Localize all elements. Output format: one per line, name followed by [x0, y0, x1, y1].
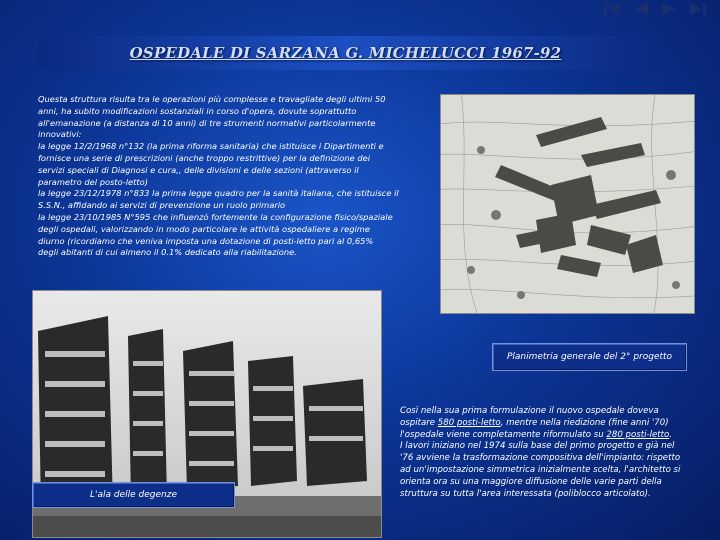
first-slide-button[interactable]	[600, 1, 624, 17]
body-line: degli abitanti di cui almeno il 0.1% dedicato alla riabilitazione.	[38, 247, 297, 258]
side-text-span: Così nella sua prima formulazione il nuovo ospedale doveva	[400, 406, 659, 416]
body-line: parametro del posto-letto)	[38, 176, 148, 187]
side-line	[400, 406, 712, 418]
title-bar	[38, 36, 653, 70]
site-plan-image	[440, 94, 695, 314]
slide-navigation	[590, 0, 720, 18]
body-line: fornisce una serie di prescrizioni (anche troppo restrittive) per la definizione dei	[38, 152, 371, 163]
side-text-span: l'ospedale viene completamente riformulato su	[400, 429, 607, 440]
beds-second-project: 280 posti-letto	[606, 429, 670, 440]
last-slide-button[interactable]	[686, 1, 710, 17]
ward-wing-caption: L'ala delle degenze	[32, 482, 235, 508]
beds-first-project: 580 posti-letto	[437, 417, 501, 428]
body-line: servizi speciali di Diagnosi e cura,, delle divisioni e delle sezioni (attraverso il	[38, 164, 359, 175]
body-line: anni, ha subito modificazioni sostanziali in corso d'opera, dovute soprattutto	[38, 105, 357, 116]
side-text-span: ospitare	[400, 417, 438, 428]
previous-slide-button[interactable]	[629, 1, 653, 17]
side-line: orienta ora su una maggiore diffusione delle varie parti della	[400, 476, 662, 487]
skip-back-icon	[602, 2, 622, 16]
side-line: '76 avviene la trasformazione compositiva dell'impianto: rispetto	[400, 453, 681, 464]
side-line: ad un'impostazione simmetrica inizialmente scelta, l'architetto si	[400, 464, 681, 475]
side-text-span: , mentre nella riedizione (fine anni '70)	[500, 417, 669, 428]
body-line: S.S.N., affidando ai servizi di prevenzione un ruolo primario	[38, 200, 286, 211]
triangle-right-icon	[659, 2, 679, 16]
skip-forward-icon	[688, 2, 708, 16]
body-line: la legge 12/2/1968 n°132 (la prima riforma sanitaria) che istituisce i Dipartimenti e	[38, 141, 384, 152]
body-line: innovativi:	[38, 129, 82, 140]
body-line: diurno (ricordiamo che veniva imposta una dotazione di posti-letto pari al 0,65%	[38, 235, 374, 246]
body-line: la legge 23/12/1978 n°833 la prima legge quadro per la sanità italiana, che istituisce il	[38, 188, 399, 199]
slide-title: OSPEDALE DI SARZANA G. MICHELUCCI 1967-92	[129, 44, 562, 62]
side-line: struttura su tutta l'area interessata (poliblocco articolato).	[400, 488, 651, 499]
site-plan-caption: Planimetria generale del 2° progetto	[492, 343, 687, 371]
side-line	[400, 430, 712, 442]
body-text	[38, 94, 438, 259]
side-text	[400, 406, 712, 500]
triangle-left-icon	[631, 2, 651, 16]
body-line: degli ospedali, valorizzando in modo particolare le attività ospedaliere a regime	[38, 223, 370, 234]
side-line: I lavori iniziano nel 1974 sulla base del primo progetto e già nel	[400, 441, 675, 452]
side-line	[400, 418, 712, 430]
body-line: la legge 23/10/1985 N°595 che influenzò fortemente la configurazione fisico/spaziale	[38, 211, 393, 222]
body-line: all'emanazione (a distanza di 10 anni) di tre strumenti normativi particolarmente	[38, 117, 376, 128]
body-line: Questa struttura risulta tra le operazioni più complesse e travagliate degli ultimi 50	[38, 94, 386, 104]
next-slide-button[interactable]	[657, 1, 681, 17]
side-text-span: .	[669, 429, 673, 440]
